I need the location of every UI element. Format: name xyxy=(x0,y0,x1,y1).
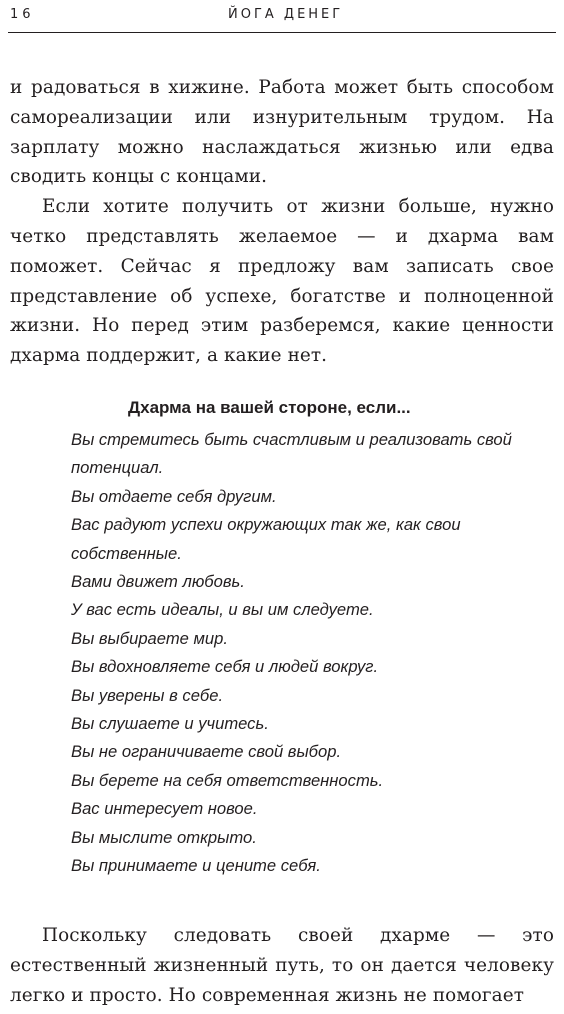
dharma-list xyxy=(71,426,541,881)
list-item: Вы не ограничиваете свой выбор. xyxy=(71,742,342,762)
list-item: Вы слушаете и учитесь. xyxy=(71,714,269,734)
body-text-bottom xyxy=(10,921,554,1010)
list-item: Вы отдаете себя другим. xyxy=(71,486,277,506)
running-title: ЙОГА ДЕНЕГ xyxy=(228,7,344,22)
page-header xyxy=(0,0,564,44)
list-item: Вы выбираете мир. xyxy=(71,628,228,648)
list-item: Вы принимаете и цените себя. xyxy=(71,856,321,876)
list-item: Вами движет любовь. xyxy=(71,572,245,592)
list-item: Вы уверены в себе. xyxy=(71,685,224,705)
list-item: Вас радуют успехи окружающих так же, как свои собственные. xyxy=(71,515,461,563)
paragraph: и радоваться в хижине. Работа может быть способом самореализации или изнурительным трудом. На зарплату можно наслаждаться жизнью или едва сводить концы с концами. xyxy=(10,77,554,188)
list-item: Вас интересует новое. xyxy=(71,799,258,819)
list-item: Вы стремитесь быть счастливым и реализовать свой потенциал. xyxy=(71,430,512,478)
paragraph: Поскольку следовать своей дхарме — это естественный жизненный путь, то он дается человеку легко и просто. Но современная жизнь не помогает xyxy=(10,925,554,1006)
paragraph: Если хотите получить от жизни больше, нужно четко представлять желаемое — и дхарма вам поможет. Сейчас я предложу вам записать свое представление об успехе, богатстве и полноценной жизни. Но перед этим разберемся, какие ценности дхарма поддержит, а какие нет. xyxy=(10,196,554,367)
sidebar-title: Дхарма на вашей стороне, если... xyxy=(128,398,411,417)
list-item: У вас есть идеалы, и вы им следуете. xyxy=(71,600,374,620)
page-number: 16 xyxy=(10,7,35,22)
header-rule xyxy=(8,32,556,33)
list-item: Вы мыслите открыто. xyxy=(71,827,257,847)
list-item: Вы берете на себя ответственность. xyxy=(71,770,384,790)
list-item: Вы вдохновляете себя и людей вокруг. xyxy=(71,657,379,677)
body-text-top xyxy=(10,73,554,371)
